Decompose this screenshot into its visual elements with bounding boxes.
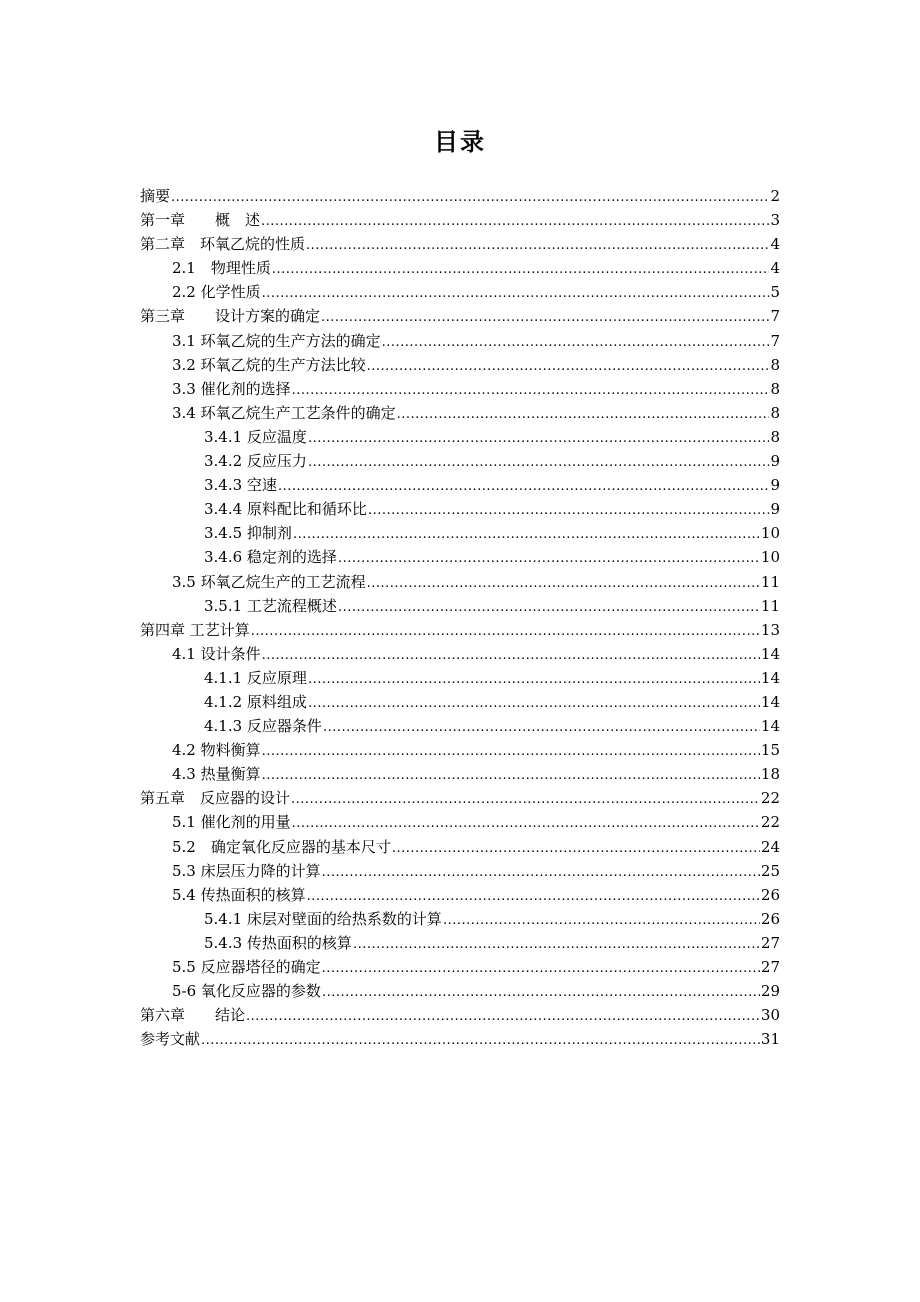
toc-entry-label: 3.4.2 反应压力 [204,452,307,471]
leader-dots [382,329,770,353]
toc-entry-page: 26 [760,909,780,928]
toc-entry[interactable] [140,1027,780,1051]
toc-entry[interactable] [140,666,780,690]
toc-entry-page: 9 [770,500,780,519]
toc-entry-page: 2 [770,187,780,205]
toc-entry[interactable] [140,618,780,642]
leader-dots [321,304,769,328]
leader-dots [308,449,770,473]
toc-entry-page: 8 [770,379,780,398]
toc-entry-page: 8 [770,355,780,374]
toc-entry[interactable] [140,835,780,859]
toc-entry[interactable] [140,401,780,425]
leader-dots [368,497,770,521]
toc-entry[interactable] [140,762,780,786]
toc-entry-page: 14 [760,717,780,736]
toc-entry-page: 14 [760,668,780,687]
toc-entry[interactable] [140,497,780,521]
toc-entry-label: 4.1.2 原料组成 [204,692,307,711]
toc-entry-label: 第五章 反应器的设计 [140,789,291,808]
toc-entry-label: 5.4 传热面积的核算 [172,885,306,904]
toc-entry-label: 5-6 氧化反应器的参数 [172,982,321,1001]
leader-dots [246,1003,760,1027]
leader-dots [262,762,760,786]
toc-entry[interactable] [140,304,780,328]
leader-dots [201,1027,760,1051]
toc-entry-label: 3.5.1 工艺流程概述 [204,596,337,615]
leader-dots [367,353,770,377]
toc-entry-label: 5.4.1 床层对壁面的给热系数的计算 [204,909,442,928]
toc-entry[interactable] [140,738,780,762]
toc-entry-page: 5 [770,283,780,302]
leader-dots [338,545,760,569]
toc-entry-page: 11 [760,596,780,615]
toc-entry-page: 31 [760,1030,780,1049]
toc-entry-page: 29 [760,982,780,1001]
leader-dots [308,666,760,690]
toc-entry-label: 4.1.3 反应器条件 [204,717,322,736]
toc-entry[interactable] [140,280,780,304]
toc-entry-label: 摘要 [140,187,171,205]
toc-entry-label: 4.1 设计条件 [172,644,261,663]
toc-entry-label: 3.4.5 抑制剂 [204,524,292,543]
toc-entry-label: 4.1.1 反应原理 [204,668,307,687]
toc-entry-page: 14 [760,644,780,663]
toc-entry[interactable] [140,714,780,738]
toc-entry[interactable] [140,642,780,666]
toc-entry-label: 第六章 结论 [140,1006,246,1025]
toc-entry[interactable] [140,208,780,232]
leader-dots [251,618,760,642]
toc-entry-page: 4 [770,235,780,254]
toc-entry-label: 3.5 环氧乙烷生产的工艺流程 [172,572,366,591]
toc-entry[interactable] [140,955,780,979]
toc-entry[interactable] [140,931,780,955]
toc-entry[interactable] [140,979,780,1003]
toc-entry-page: 13 [760,620,780,639]
leader-dots [308,425,770,449]
toc-entry-page: 26 [760,885,780,904]
toc-entry-page: 3 [770,211,780,230]
toc-entry[interactable] [140,907,780,931]
toc-entry-page: 24 [760,837,780,856]
toc-entry[interactable] [140,786,780,810]
toc-entry-label: 4.2 物料衡算 [172,741,261,760]
toc-entry[interactable] [140,425,780,449]
leader-dots [353,931,760,955]
toc-entry-label: 3.4.1 反应温度 [204,427,307,446]
toc-entry-label: 第四章 工艺计算 [140,620,250,639]
toc-entry-page: 18 [760,765,780,784]
toc-entry-page: 25 [760,861,780,880]
leader-dots [261,208,769,232]
table-of-contents [140,184,780,1051]
toc-title: 目录 [434,128,486,156]
leader-dots [293,521,760,545]
leader-dots [272,256,770,280]
leader-dots [323,714,760,738]
toc-entry-page: 7 [770,307,780,326]
toc-entry-page: 27 [760,958,780,976]
toc-entry-page: 8 [770,403,780,422]
leader-dots [307,883,760,907]
toc-entry-page: 9 [770,476,780,495]
toc-entry-label: 第二章 环氧乙烷的性质 [140,235,306,254]
leader-dots [306,232,769,256]
toc-entry[interactable] [140,184,780,208]
toc-entry-page: 11 [760,572,780,591]
toc-entry-label: 2.2 化学性质 [172,283,261,302]
toc-entry[interactable] [140,1003,780,1027]
toc-entry-label: 5.5 反应器塔径的确定 [172,958,321,976]
toc-entry[interactable] [140,883,780,907]
leader-dots [292,377,770,401]
leader-dots [262,642,760,666]
toc-entry-label: 3.4.4 原料配比和循环比 [204,500,367,519]
toc-entry-page: 22 [760,789,780,808]
toc-entry-label: 第三章 设计方案的确定 [140,307,321,326]
toc-entry-page: 10 [760,548,780,567]
leader-dots [397,401,770,425]
toc-entry-page: 27 [760,933,780,952]
leader-dots [322,859,760,883]
toc-entry[interactable] [140,810,780,834]
toc-entry[interactable] [140,329,780,353]
toc-entry-label: 第一章 概 述 [140,211,261,230]
leader-dots [308,690,760,714]
toc-entry[interactable] [140,570,780,594]
toc-entry-label: 5.2 确定氧化反应器的基本尺寸 [172,837,391,856]
toc-entry[interactable] [140,690,780,714]
toc-entry[interactable] [140,594,780,618]
toc-entry[interactable] [140,377,780,401]
toc-entry-label: 3.4.6 稳定剂的选择 [204,548,337,567]
leader-dots [292,810,760,834]
toc-entry-label: 4.3 热量衡算 [172,765,261,784]
toc-entry-label: 3.4 环氧乙烷生产工艺条件的确定 [172,403,396,422]
toc-entry-label: 3.4.3 空速 [204,476,277,495]
toc-entry[interactable] [140,353,780,377]
toc-entry-page: 30 [760,1006,780,1025]
toc-entry[interactable] [140,449,780,473]
toc-entry[interactable] [140,473,780,497]
toc-entry-page: 15 [760,741,780,760]
toc-entry-label: 5.3 床层压力降的计算 [172,861,321,880]
leader-dots [392,835,760,859]
leader-dots [171,184,769,208]
toc-entry[interactable] [140,256,780,280]
leader-dots [367,570,760,594]
leader-dots [443,907,760,931]
toc-entry[interactable] [140,232,780,256]
toc-entry[interactable] [140,521,780,545]
leader-dots [338,594,760,618]
toc-entry-label: 5.1 催化剂的用量 [172,813,291,832]
toc-entry-label: 参考文献 [140,1030,201,1049]
toc-entry[interactable] [140,859,780,883]
toc-entry[interactable] [140,545,780,569]
toc-entry-label: 3.1 环氧乙烷的生产方法的确定 [172,331,381,350]
toc-entry-label: 3.3 催化剂的选择 [172,379,291,398]
toc-entry-page: 9 [770,452,780,471]
leader-dots [291,786,760,810]
toc-entry-label: 2.1 物理性质 [172,259,271,278]
toc-entry-label: 5.4.3 传热面积的核算 [204,933,352,952]
toc-entry-label: 3.2 环氧乙烷的生产方法比较 [172,355,366,374]
toc-entry-page: 7 [770,331,780,350]
leader-dots [278,473,770,497]
leader-dots [322,955,760,979]
leader-dots [262,280,770,304]
toc-entry-page: 14 [760,692,780,711]
toc-entry-page: 8 [770,427,780,446]
toc-entry-page: 22 [760,813,780,832]
toc-entry-page: 10 [760,524,780,543]
toc-entry-page: 4 [770,259,780,278]
leader-dots [322,979,760,1003]
leader-dots [262,738,760,762]
